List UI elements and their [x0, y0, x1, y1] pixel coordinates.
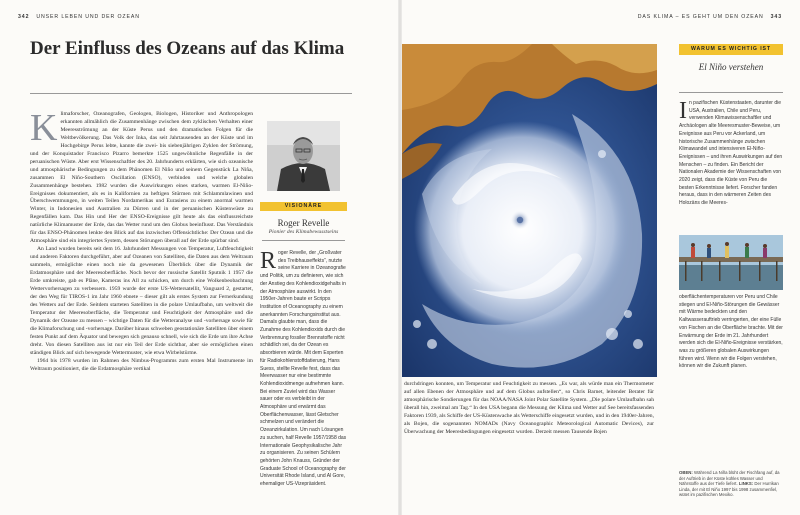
page-number-left: 342 [18, 14, 30, 20]
roger-revelle-portrait [267, 121, 340, 191]
caption-text-top: Während La Niña blüht der Fischfang auf, da der Auftrieb in der Küste kühles Wasser und Nährstoffe aus der Tiefe liefert. [679, 470, 780, 486]
caption-label-top: OBEN: [679, 470, 693, 475]
visionary-name: Roger Revelle [277, 218, 330, 228]
visionary-text-column [260, 250, 348, 505]
visionary-text: oger Revelle, der „Großvater des Treibhauseffekts“, nutzte seine Karriere in Ozeanografie und Politik, um zu definieren, wie sich der Anstieg des Kohlendioxidgehalts in der Atmosphäre auswirkt. In den 1950er-Jahren baute er Scripps Institution of Oceanography zu einem anerkannten Forschungsinstitut aus. Damals glaubte man, dass die Zunahme des Kohlendioxids durch die Verbrennung fossiler Brennstoffe nicht schädlich sei, da der Ozean es absorbieren würde. Mit dem Experten für Radiokohlenstoffdatierung, Hans Suess, stellte Revelle fest, dass das Meerwasser nur eine bestimmte Kohlendioxidmenge aufnehmen kann. Bei einem Zuviel wird das Wasser sauer oder es verbleibt in der Atmosphäre und erwärmt das Oberflächenwasser, lässt Gletscher schmelzen und verändert die Ozeanzirkulation. Um nach Lösungen zu suchen, half Revelle 1957/1958 das Internationale Geophysikalische Jahr zu organisieren. Zu seinen Schülern gehörten John Knauss, Gründer der Graduate School of Oceanography der Universität Rhode Island, und Al Gore, ehemaliger US-Vizepräsident. [260, 250, 347, 488]
sidebar-title: El Niño verstehen [698, 62, 764, 72]
running-header-right [638, 14, 782, 20]
page-number-right: 343 [770, 14, 782, 20]
drop-cap: K [30, 111, 58, 149]
section-title-right: DAS KLIMA – ES GEHT UM DEN OZEAN [637, 14, 764, 20]
running-header-left [18, 14, 140, 20]
sidebar-label: WARUM ES WICHTIG IST [679, 44, 783, 55]
visionary-subtitle: Pionier des Klimabewusstseins [268, 229, 339, 235]
article-title: Der Einfluss des Ozeans auf das Klima [30, 38, 345, 59]
article-continuation-column [404, 381, 654, 509]
paragraph-1: limaforscher, Ozeanografen, Geologen, Biologen, Historiker und Anthropologen erkannten allmählich die Zusammenhänge zwischen dem zyklischen Verhalten einer Meeresströmung an der Küste Perus und den dramatischen Folgen für die Weltbevölkerung. Das Volk der Inka, das seit Jahrtausenden an der Küste und im Hochgebirge Perus lebte, kannte die zwei- bis siebenjährigen Zyklen der Strömung, und der Konquistador Francisco Pizarro bemerkte 1525 ungewöhnliche Regenfälle in der peruanischen Wüste. Aber erst Wissenschaftler des 20. Jahrhunderts erklärten, wie sich ozeanische und atmosphärische Bedingungen zu dem Phänomen El Niño und seinem Gegenstück La Niña, zusammen El Niño-Southern Oscillation (ENSO), verbinden und welche globalen Zusammenhänge bestehen. 1982 wurden die Auswirkungen eines starken, warmen El-Niño-Ereignisses dokumentiert, als es in Kalifornien zu heftigen Stürmen mit Schlammlawinen und Überschwemmungen, in weiten Teilen Nordamerikas und Eurasiens zu einem anormal warmen Winter, in Indonesien und Australien zu Dürren und in der peruanischen Küstenwüste zu Regenfällen kam. Das Hin und Her der ENSO-Ereignisse gilt heute als das einflussreichste natürliche Klimamuster der Erde, das das Wetter rund um den Globus beeinflusst. Das Verständnis für das ENSO-Phänomen lenkte den Blick auf das inzwischen Offensichtliche: Der Ozean und die Atmosphäre sind ein integriertes System, dessen Störungen überall auf der Erde spürbar sind. [30, 111, 253, 245]
sidebar-text-lower: oberflächentemperaturen vor Peru und Chile stiegen und El-Niño-Störungen die Gewässer mit Wärme bedeckten und den Kaltwasserauftrieb verringerten, der eine Fülle von Fischen an die Oberfläche brachte. Mit der Erwärmung der Erde im 21. Jahrhundert werden sich die El-Niño-Ereignisse verstärken, was zu größeren globalen Auswirkungen führen wird. Wenn wir die Folgen verstehen, können wir die Zukunft planen. [679, 294, 783, 370]
title-rule [30, 93, 352, 94]
article-body-column [30, 111, 253, 509]
section-title-left: UNSER LEBEN UND DER OZEAN [36, 14, 140, 20]
visionary-drop-cap: R [260, 250, 277, 274]
visionary-rule [262, 240, 345, 241]
paragraph-3: 1964 bis 1978 wurden im Rahmen des Nimbus-Programms zum ersten Mal Instrumente im Weltraum positioniert, die die Erdatmosphäre vertikal [30, 357, 253, 372]
sidebar-drop-cap: I [679, 100, 687, 124]
sidebar-text-bottom [679, 294, 783, 466]
sidebar-rule [679, 92, 783, 93]
visionary-label: VISIONÄRE [260, 202, 347, 211]
caption-text-left: Der Hurrikan Linda, der mit El Niño 1997 bis 1998 zusammenfiel, wütet im pazifischen Mexiko. [679, 481, 779, 497]
photo-caption [679, 470, 783, 498]
sidebar-text-top [679, 100, 783, 232]
caption-label-left: LINKS: [738, 481, 754, 486]
hurricane-satellite-image [402, 44, 657, 377]
sidebar-text-upper: n pazifischen Küstenstaaten, darunter die USA, Australien, Chile und Peru, verwenden Klimawissenschaftler und Archäologen alte Meeresmuster-Beweise, um Ereignisse aus Peru vor Ackerland, um historische Zusammenhänge zwischen Klimawandel und intensiveren El-Niño-Ereignissen – und ihren Auswirkungen auf den Menschen – zu finden. Ein Bericht der Nationalen Akademie der Wissenschaften von 2020 zeigt, dass die Küste von Peru die besten Erkenntnisse liefert. Forscher fanden heraus, dass in den wärmeren Zeiten des Holozäns die Meeres- [679, 100, 783, 207]
fishermen-pier-photo [679, 235, 783, 290]
continuation-paragraph: durchdringen konnten, um Temperatur und Feuchtigkeit zu messen. „Es war, als würde man ein Thermometer auf allen Ebenen der Atmosphäre und auf dem Globus aufstellen“, so Chris Barnet, leitender Berater für atmosphärische Sondierungen für das NOAA/NASA Joint Polar Satellite System. „Die polare Umlaufbahn sah überall hin, zweimal am Tag.“ In den USA begann die Messung der Klima und Wetter auf See bereitsfassenden Faktoren 1939, als Schiffe der US-Küstenwache als Wetterschiffe eingesetzt wurden, und in den 1940er-Jahren, als Bojen, die sogenannten NOMADs (Navy Oceanographic Meteorological Automatic Devices), zur Überwachung der Meeresbedingungen eingesetzt wurden. Derzeit messen Tausende Bojen [404, 381, 654, 435]
paragraph-2: An Land wurden bereits seit dem 16. Jahrhundert Messungen von Temperatur, Luftfeuchtigkeit und anderen Faktoren durchgeführt, aber auf Ozeanen von Satelliten, die Daten aus dem Weltraum sammeln, ermöglichte einen noch nie da gewesenen Überblick über die Dynamik der Erdatmosphäre und der Meeresoberfläche. Noch bevor der russische Satellit Sputnik 1 1957 die Erde umkreiste, gab es Pläne, Kameras ins All zu schicken, um durch eine Wolkenbeobachtung Wettervorhersagen zu verbessern. 1959 wurde der erste US-Wettersatellit, Vanguard 2, gestartet, der den Weg für TIROS-1 im Jahr 1960 ebnete – dieser gilt als erstes System zur Fernerkundung des Wetters auf der Erde. Seitdem starteten Satelliten in die polare Umlaufbahn, um weltweit die Temperatur der Meeresoberfläche, die Temperatur und Feuchtigkeit der Atmosphäre und die Dynamik der Ozeane zu messen – wichtige Daten für die Wetteranalyse und -vorhersage sowie für die Klimaforschung und -vorhersage. Darüber hinaus schweben geostationäre Satelliten über einem festen Punkt auf dem Äquator und bewegen sich genauso schnell, wie sich die Erde um ihre Achse dreht. Von diesen Satelliten aus ist nur ein Teil der Erde sichtbar, aber sie ermöglichen einen ständigen Blick auf sich bewegende Wettermuster, wie etwa Wirbelstürme. [30, 246, 253, 356]
